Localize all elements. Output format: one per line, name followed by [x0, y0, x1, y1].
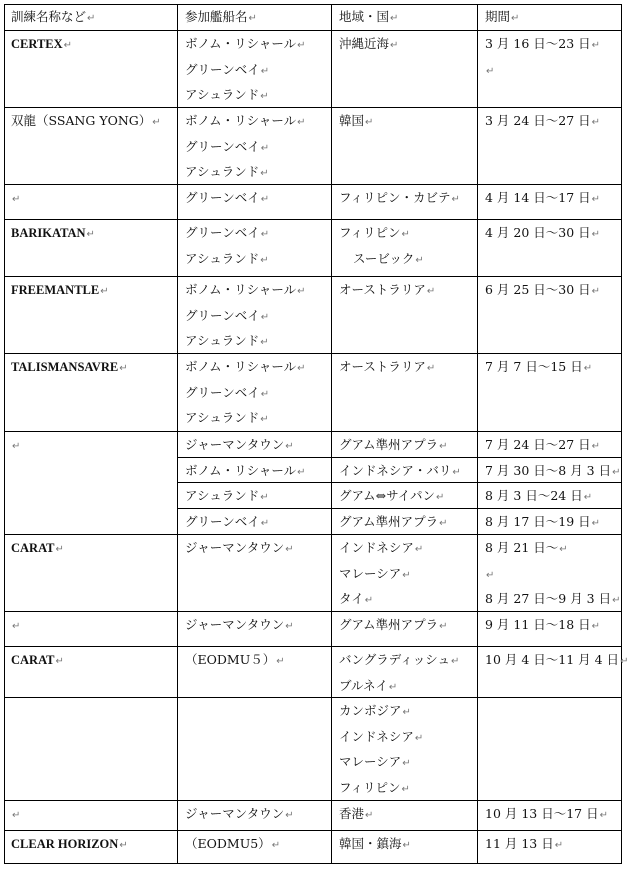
return-mark: ↵	[402, 840, 411, 851]
cell-line	[11, 277, 175, 303]
cell-text: 10 月 4 日～11 月 4 日	[485, 652, 620, 667]
cell-line	[485, 277, 619, 303]
cell-line	[185, 612, 329, 638]
cell-line	[11, 185, 175, 211]
cell-line	[485, 354, 619, 380]
cell-line	[11, 31, 175, 57]
row-period-cell	[485, 185, 619, 211]
return-mark: ↵	[297, 286, 306, 297]
cell-line	[185, 159, 329, 185]
return-mark: ↵	[260, 229, 270, 240]
cell-line	[485, 31, 619, 57]
header-period: 期間↵	[485, 9, 520, 24]
return-mark: ↵	[439, 621, 448, 632]
row-period-cell	[485, 831, 619, 857]
return-mark: ↵	[55, 656, 64, 667]
cell-line	[339, 483, 475, 509]
cell-text: アシュランド	[185, 250, 260, 266]
cell-line	[339, 561, 475, 587]
row-region-cell	[339, 831, 475, 857]
cell-text: アシュランド	[185, 333, 260, 348]
cell-line	[339, 612, 475, 638]
cell-text: ボノム・リシャール	[185, 282, 297, 297]
row-name-cell	[11, 432, 175, 458]
return-mark: ↵	[12, 441, 21, 452]
cell-text: 韓国	[339, 113, 365, 128]
cell-text: カンボジア	[339, 703, 402, 718]
return-mark: ↵	[591, 621, 601, 632]
cell-text: アシュランド	[185, 410, 260, 425]
row-name-cell	[11, 185, 175, 211]
return-mark: ↵	[439, 441, 448, 452]
row-period-cell	[485, 277, 619, 303]
row-region-cell	[339, 801, 475, 827]
return-mark: ↵	[365, 810, 374, 821]
cell-line	[339, 586, 475, 612]
cell-text: インドネシア・バリ	[339, 463, 452, 478]
row-name-cell	[11, 647, 175, 673]
cell-line	[185, 303, 329, 329]
cell-text: 8 月 21 日～	[485, 540, 559, 555]
return-mark: ↵	[297, 363, 306, 374]
cell-text: BARIKATAN	[11, 226, 86, 240]
row-region-cell	[339, 647, 475, 698]
cell-text: グリーンベイ	[185, 384, 260, 400]
row-ships-cell	[185, 647, 329, 673]
row-period-cell	[485, 801, 619, 827]
cell-text: 10 月 13 日～17 日	[485, 806, 599, 821]
row-ships-cell	[185, 612, 329, 638]
return-mark: ↵	[285, 621, 294, 632]
row-period-cell	[485, 108, 619, 134]
row-region-cell	[339, 612, 475, 638]
row-region-cell	[339, 432, 475, 458]
cell-text: ジャーマンタウン	[185, 540, 285, 555]
row-period-cell	[485, 432, 619, 458]
return-mark: ↵	[260, 65, 270, 77]
return-mark: ↵	[388, 681, 398, 693]
cell-text: 8 月 3 日～24 日	[485, 488, 583, 503]
cell-text: ボノム・リシャール	[185, 463, 297, 478]
return-mark: ↵	[402, 707, 411, 718]
cell-text: CARAT	[11, 653, 55, 667]
cell-line	[185, 354, 329, 380]
cell-text: 7 月 7 日～15 日	[485, 359, 583, 374]
cell-text: タイ	[339, 591, 364, 606]
cell-line	[485, 801, 619, 827]
cell-text: グリーンベイ	[185, 138, 260, 154]
row-ships-cell	[185, 535, 329, 561]
row-period-cell	[485, 458, 619, 484]
return-mark: ↵	[591, 286, 601, 297]
cell-line	[485, 185, 619, 211]
cell-text: グアム⇔サイパン	[339, 488, 435, 503]
row-region-cell	[339, 535, 475, 612]
cell-line	[485, 612, 619, 638]
row-region-cell	[339, 220, 475, 271]
cell-text: 11 月 13 日	[485, 836, 554, 851]
return-mark: ↵	[12, 621, 21, 632]
cell-line	[485, 458, 619, 484]
cell-line	[11, 647, 175, 673]
cell-text: グリーンベイ	[185, 225, 260, 240]
row-name-cell	[11, 220, 175, 246]
cell-text: 香港	[339, 806, 365, 821]
cell-line	[485, 57, 619, 83]
cell-text: 6 月 25 日～30 日	[485, 282, 591, 297]
row-ships-cell	[185, 277, 329, 354]
row-region-cell	[339, 698, 475, 800]
row-name-cell	[11, 354, 175, 380]
cell-line	[11, 354, 175, 380]
cell-line	[185, 535, 329, 561]
return-mark: ↵	[297, 117, 306, 128]
cell-text: インドネシア	[339, 540, 414, 555]
return-mark: ↵	[451, 656, 460, 667]
return-mark: ↵	[591, 441, 601, 452]
return-mark: ↵	[285, 441, 294, 452]
row-region-cell	[339, 31, 475, 57]
row-region-cell	[339, 458, 475, 484]
cell-line	[339, 724, 475, 750]
return-mark: ↵	[12, 810, 21, 821]
cell-line	[185, 277, 329, 303]
return-mark: ↵	[414, 732, 424, 744]
return-mark: ↵	[583, 492, 593, 503]
return-mark: ↵	[439, 518, 448, 529]
cell-line	[185, 458, 329, 484]
row-ships-cell	[185, 31, 329, 108]
cell-line	[339, 31, 475, 57]
return-mark: ↵	[583, 363, 593, 374]
return-mark: ↵	[260, 492, 269, 503]
cell-text: 4 月 14 日～17 日	[485, 190, 591, 205]
cell-text: ボノム・リシャール	[185, 359, 297, 374]
row-ships-cell	[185, 458, 329, 484]
row-ships-cell	[185, 483, 329, 509]
cell-text: FREEMANTLE	[11, 283, 100, 297]
return-mark: ↵	[55, 544, 64, 555]
row-period-cell	[485, 31, 619, 82]
return-mark: ↵	[86, 229, 95, 240]
return-mark: ↵	[260, 337, 269, 348]
cell-text: マレーシア	[339, 565, 402, 581]
row-period-cell	[485, 612, 619, 638]
row-name-cell	[11, 31, 175, 57]
row-ships-cell	[185, 185, 329, 211]
return-mark: ↵	[620, 656, 628, 667]
return-mark: ↵	[119, 840, 128, 851]
cell-line	[185, 246, 329, 272]
row-region-cell	[339, 354, 475, 380]
return-mark: ↵	[591, 229, 601, 240]
return-mark: ↵	[297, 467, 306, 478]
cell-line	[185, 185, 329, 211]
return-mark: ↵	[554, 840, 564, 851]
header-region: 地域・国↵	[339, 9, 399, 24]
row-period-cell	[485, 509, 619, 535]
row-name-cell	[11, 535, 175, 561]
cell-text: ボノム・リシャール	[185, 113, 297, 128]
return-mark: ↵	[401, 783, 410, 795]
cell-line	[185, 82, 329, 108]
row-ships-cell	[185, 108, 329, 185]
cell-text: 8 月 27 日～9 月 3 日	[485, 591, 612, 606]
cell-text: オーストラリア	[339, 359, 426, 374]
cell-line	[11, 108, 175, 134]
row-name-cell	[11, 108, 175, 134]
return-mark: ↵	[260, 91, 269, 102]
cell-text: （EODMU５）	[185, 652, 276, 667]
return-mark: ↵	[402, 758, 411, 769]
cell-text: バングラディッシュ	[339, 652, 451, 667]
return-mark: ↵	[390, 40, 399, 51]
cell-text: CARAT	[11, 541, 55, 555]
training-schedule-table	[4, 4, 628, 864]
cell-text: 沖縄近海	[339, 36, 390, 51]
cell-line	[485, 509, 619, 535]
row-period-cell	[485, 483, 619, 509]
cell-text: ジャーマンタウン	[185, 437, 285, 452]
cell-line	[339, 432, 475, 458]
cell-line	[11, 801, 175, 827]
cell-line	[339, 647, 475, 673]
cell-text: 7 月 30 日～8 月 3 日	[485, 463, 612, 478]
return-mark: ↵	[452, 467, 461, 478]
cell-line	[185, 405, 329, 431]
return-mark: ↵	[415, 254, 424, 266]
cell-line	[11, 535, 175, 561]
cell-line	[11, 831, 175, 857]
cell-line	[339, 801, 475, 827]
cell-line	[185, 31, 329, 57]
header-ships: 参加艦船名↵	[185, 9, 257, 24]
cell-text: 3 月 24 日～27 日	[485, 113, 591, 128]
cell-line	[339, 509, 475, 535]
cell-line	[339, 698, 475, 724]
row-ships-cell	[185, 831, 329, 857]
cell-line	[185, 801, 329, 827]
cell-line	[339, 185, 475, 211]
cell-line	[11, 432, 175, 458]
cell-text: インドネシア	[339, 728, 414, 744]
row-name-cell	[11, 831, 175, 857]
row-name-cell	[11, 277, 175, 303]
return-mark: ↵	[260, 388, 270, 400]
cell-line	[485, 831, 619, 857]
row-ships-cell	[185, 354, 329, 431]
cell-text: アシュランド	[185, 164, 260, 179]
cell-text: 4 月 20 日～30 日	[485, 225, 591, 240]
cell-text: グアム準州アプラ	[339, 617, 439, 632]
row-region-cell	[339, 277, 475, 303]
cell-text: グリーンベイ	[185, 61, 260, 77]
return-mark: ↵	[87, 13, 96, 24]
cell-line	[485, 220, 619, 246]
cell-text: グリーンベイ	[185, 307, 260, 323]
return-mark: ↵	[591, 518, 601, 529]
cell-line	[485, 535, 619, 561]
cell-text: ジャーマンタウン	[185, 617, 285, 632]
cell-text: フィリピン	[339, 225, 401, 240]
return-mark: ↵	[260, 518, 270, 529]
cell-line	[185, 134, 329, 160]
return-mark: ↵	[364, 595, 374, 606]
return-mark: ↵	[260, 254, 269, 266]
cell-line	[339, 775, 475, 801]
return-mark: ↵	[248, 13, 257, 24]
cell-text: グリーンベイ	[185, 514, 260, 529]
return-mark: ↵	[260, 168, 269, 179]
return-mark: ↵	[119, 363, 128, 374]
cell-line	[185, 831, 329, 857]
cell-text: マレーシア	[339, 754, 402, 769]
return-mark: ↵	[435, 492, 445, 503]
cell-text: アシュランド	[185, 488, 260, 503]
cell-text: 3 月 16 日～23 日	[485, 36, 591, 51]
row-period-cell	[485, 220, 619, 246]
return-mark: ↵	[612, 467, 621, 478]
cell-text: グリーンベイ	[185, 190, 260, 205]
cell-line	[339, 535, 475, 561]
cell-line	[485, 586, 619, 612]
return-mark: ↵	[426, 286, 436, 297]
cell-text: CLEAR HORIZON	[11, 837, 119, 851]
row-period-cell	[485, 354, 619, 380]
row-ships-cell	[185, 432, 329, 458]
return-mark: ↵	[285, 544, 294, 555]
cell-line	[339, 246, 475, 272]
cell-text: （EODMU5）	[185, 836, 271, 851]
cell-line	[185, 483, 329, 509]
cell-line	[339, 354, 475, 380]
cell-line	[339, 108, 475, 134]
return-mark: ↵	[414, 544, 424, 555]
cell-line	[185, 380, 329, 406]
row-ships-cell	[185, 801, 329, 827]
cell-line	[339, 277, 475, 303]
cell-text: フィリピン	[339, 779, 401, 795]
cell-text: 8 月 17 日～19 日	[485, 514, 591, 529]
cell-line	[11, 612, 175, 638]
return-mark: ↵	[63, 40, 73, 51]
row-ships-cell	[185, 509, 329, 535]
cell-line	[339, 749, 475, 775]
header-name: 訓練名称など↵	[11, 9, 96, 24]
cell-line	[185, 220, 329, 246]
return-mark: ↵	[591, 194, 601, 205]
return-mark: ↵	[285, 810, 294, 821]
return-mark: ↵	[260, 142, 270, 154]
cell-line	[485, 483, 619, 509]
return-mark: ↵	[271, 840, 281, 851]
row-region-cell	[339, 483, 475, 509]
return-mark: ↵	[152, 117, 161, 128]
row-name-cell	[11, 612, 175, 638]
return-mark: ↵	[402, 569, 411, 581]
return-mark: ↵	[591, 40, 601, 51]
return-mark: ↵	[100, 286, 109, 297]
cell-text: ジャーマンタウン	[185, 806, 285, 821]
cell-line	[339, 673, 475, 699]
cell-line	[485, 108, 619, 134]
row-region-cell	[339, 108, 475, 134]
return-mark: ↵	[297, 40, 306, 51]
row-ships-cell	[185, 220, 329, 271]
return-mark: ↵	[612, 595, 621, 606]
cell-line	[339, 458, 475, 484]
return-mark: ↵	[486, 569, 495, 581]
cell-text: グアム準州アプラ	[339, 437, 439, 452]
return-mark: ↵	[591, 117, 601, 128]
return-mark: ↵	[486, 65, 495, 77]
cell-text: CERTEX	[11, 37, 63, 51]
return-mark: ↵	[559, 544, 568, 555]
cell-line	[339, 831, 475, 857]
cell-text: ボノム・リシャール	[185, 36, 297, 51]
row-name-cell	[11, 801, 175, 827]
cell-line	[11, 220, 175, 246]
return-mark: ↵	[426, 363, 436, 374]
return-mark: ↵	[599, 810, 609, 821]
cell-line	[185, 108, 329, 134]
row-region-cell	[339, 509, 475, 535]
row-region-cell	[339, 185, 475, 211]
return-mark: ↵	[365, 117, 374, 128]
cell-line	[185, 509, 329, 535]
cell-text: フィリピン・カビテ	[339, 190, 451, 205]
cell-text: スービック	[353, 250, 415, 266]
return-mark: ↵	[276, 656, 285, 667]
cell-text: 双龍（SSANG YONG）	[11, 113, 152, 128]
return-mark: ↵	[451, 194, 460, 205]
row-period-cell	[485, 647, 628, 673]
cell-text: 韓国・鎮海	[339, 836, 402, 851]
cell-line	[485, 432, 619, 458]
cell-text: グアム準州アプラ	[339, 514, 439, 529]
cell-line	[185, 432, 329, 458]
row-period-cell	[485, 535, 619, 612]
return-mark: ↵	[260, 311, 270, 323]
cell-text: 9 月 11 日～18 日	[485, 617, 591, 632]
cell-line	[485, 647, 628, 673]
cell-line	[185, 328, 329, 354]
return-mark: ↵	[260, 414, 269, 425]
cell-text: ブルネイ	[339, 677, 388, 693]
cell-text: TALISMANSAVRE	[11, 360, 119, 374]
cell-text: オーストラリア	[339, 282, 426, 297]
cell-line	[185, 647, 329, 673]
cell-text: 7 月 24 日～27 日	[485, 437, 591, 452]
return-mark: ↵	[12, 194, 21, 205]
return-mark: ↵	[511, 13, 520, 24]
return-mark: ↵	[390, 13, 399, 24]
return-mark: ↵	[401, 229, 410, 240]
cell-text: アシュランド	[185, 87, 260, 102]
cell-line	[339, 220, 475, 246]
cell-line	[185, 57, 329, 83]
return-mark: ↵	[260, 194, 270, 205]
cell-line	[485, 561, 619, 587]
